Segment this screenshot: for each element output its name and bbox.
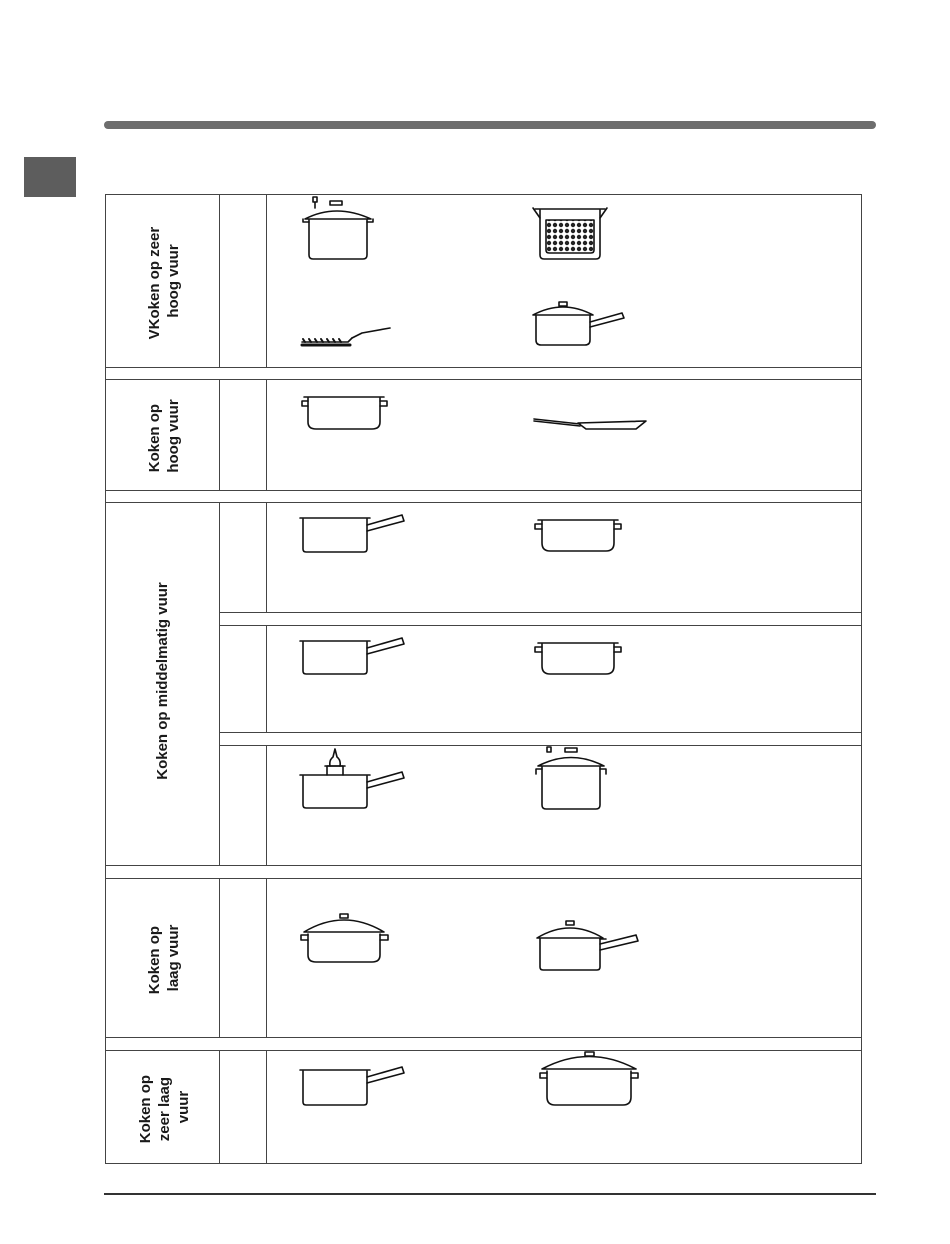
row-label-very-low-heat: Koken op zeer laag vuur [137,1074,192,1144]
casserole-icon [302,397,387,429]
stockpot-lid-icon [536,747,606,809]
casserole-icon [535,520,621,551]
casserole-lid-icon [301,914,388,962]
footer-rule [104,1193,876,1195]
casserole-lid-icon [540,1052,638,1105]
casserole-icon [535,643,621,674]
row-label-high-heat: Koken op hoog vuur [146,399,182,473]
row-label-very-high-heat: VKoken op zeer hoog vuur [146,226,182,340]
table-frame [105,195,862,1164]
grill-pan-icon [302,328,390,345]
column-lines [220,194,267,1163]
saucepan-icon [300,638,404,674]
frying-pan-icon [534,419,646,429]
row-label-medium-heat: Koken op middelmatig vuur [154,582,171,780]
saucepan-icon [300,1067,404,1105]
stockpot-lid-icon [303,197,373,259]
row-label-low-heat: Koken op laag vuur [146,924,182,995]
saucepan-steamer-icon [300,749,404,808]
saucepan-lid-icon [537,921,638,970]
saucepan-lid-icon [533,302,624,345]
saucepan-icon [300,515,404,552]
frying-basket-icon [533,208,607,259]
